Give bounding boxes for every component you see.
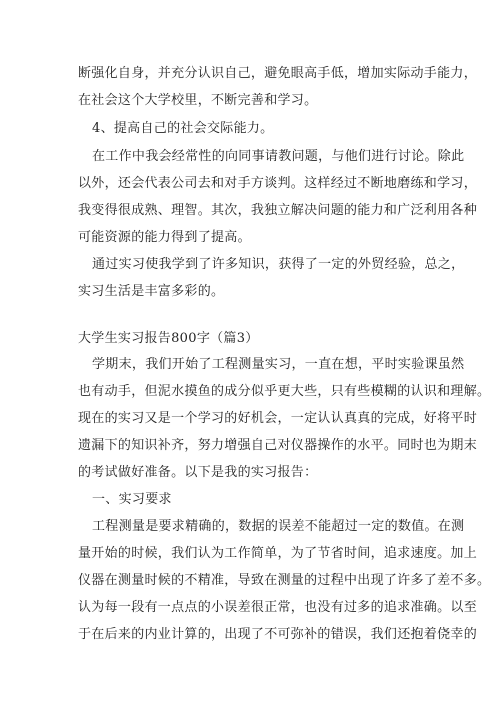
article-title: 大学生实习报告800字（篇3） bbox=[78, 331, 259, 346]
text-line: 于在后来的内业计算的，出现了不可弥补的错误，我们还抱着侥幸的 bbox=[78, 627, 478, 642]
text-line: 我变得很成熟、理智。其次，我独立解决问题的能力和广泛利用各种 bbox=[78, 203, 478, 218]
text-line: 现在的实习又是一个学习的好机会，一定认认真真的完成，好将平时 bbox=[78, 411, 478, 426]
text-line: 在社会这个大学校里，不断完善和学习。 bbox=[78, 93, 318, 108]
text-line: 断强化自身，并充分认识自己，避免眼高手低，增加实际动手能力， bbox=[78, 66, 478, 81]
text-line: 学期末，我们开始了工程测量实习，一直在想，平时实验课虽然 bbox=[92, 357, 465, 372]
text-line: 通过实习使我学到了许多知识，获得了一定的外贸经验，总之， bbox=[92, 257, 465, 272]
text-line: 仪器在测量时候的不精准，导致在测量的过程中出现了许多了差不多。 bbox=[78, 573, 491, 588]
text-line: 工程测量是要求精确的，数据的误差不能超过一定的数值。在测 bbox=[92, 519, 465, 534]
text-line: 量开始的时候，我们认为工作简单，为了节省时间，追求速度。加上 bbox=[78, 546, 478, 561]
text-line: 在工作中我会经常性的向同事请教问题，与他们进行讨论。除此 bbox=[92, 149, 465, 164]
text-line: 以外，还会代表公司去和对手方谈判。这样经过不断地磨练和学习， bbox=[78, 176, 478, 191]
text-line: 认为每一段有一点点的小误差很正常，也没有过多的追求准确。以至 bbox=[78, 600, 478, 615]
text-line: 可能资源的能力得到了提高。 bbox=[78, 230, 251, 245]
text-line: 也有动手，但泥水摸鱼的成分似乎更大些，只有些模糊的认识和理解。 bbox=[78, 384, 491, 399]
section-heading: 4、提高自己的社会交际能力。 bbox=[92, 121, 274, 136]
text-line: 的考试做好准备。以下是我的实习报告： bbox=[78, 465, 318, 480]
text-line: 遗漏下的知识补齐，努力增强自己对仪器操作的水平。同时也为期末 bbox=[78, 438, 478, 453]
section-heading: 一、实习要求 bbox=[92, 492, 172, 507]
text-line: 实习生活是丰富多彩的。 bbox=[78, 284, 225, 299]
